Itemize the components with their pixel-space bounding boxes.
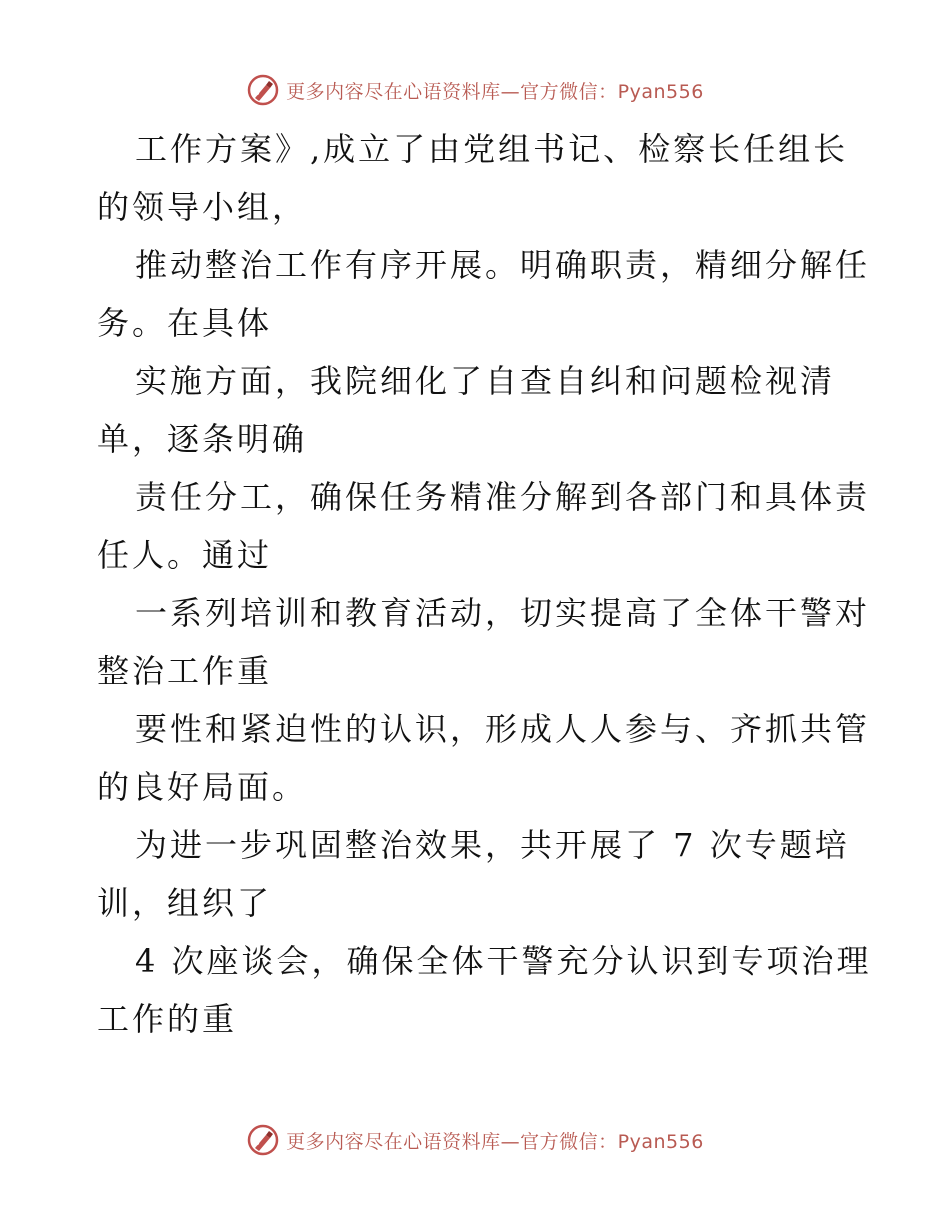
text-line: 为进一步巩固整治效果，共开展了 7 次专题培 — [135, 826, 850, 864]
document-body — [97, 120, 872, 1048]
text-line: 责任分工，确保任务精准分解到各部门和具体责 — [135, 478, 871, 516]
text-line: 的领导小组， — [97, 188, 308, 226]
text-line: 务。在具体 — [97, 304, 273, 342]
text-line: 实施方面，我院细化了自查自纠和问题检视清 — [135, 362, 836, 400]
header-watermark — [0, 70, 950, 110]
watermark-text: 更多内容尽在心语资料库—官方微信：Pyan556 — [286, 1130, 704, 1153]
text-line: 整治工作重 — [97, 652, 273, 690]
footer-watermark — [0, 1120, 950, 1160]
text-line: 一系列培训和教育活动，切实提高了全体干警对 — [135, 594, 871, 632]
text-line: 的良好局面。 — [97, 768, 308, 806]
pen-logo-icon — [246, 1123, 280, 1157]
text-line: 推动整治工作有序开展。明确职责，精细分解任 — [135, 246, 871, 284]
text-line: 单，逐条明确 — [97, 420, 308, 458]
watermark-text: 更多内容尽在心语资料库—官方微信：Pyan556 — [286, 80, 704, 103]
text-line: 任人。通过 — [97, 536, 273, 574]
text-line: 4 次座谈会，确保全体干警充分认识到专项治理 — [135, 942, 872, 980]
text-line: 工作方案》,成立了由党组书记、检察长任组长 — [135, 130, 849, 168]
text-line: 要性和紧迫性的认识，形成人人参与、齐抓共管 — [135, 710, 871, 748]
pen-logo-icon — [246, 73, 280, 107]
text-line: 工作的重 — [97, 1000, 238, 1038]
text-line: 训，组织了 — [97, 884, 273, 922]
